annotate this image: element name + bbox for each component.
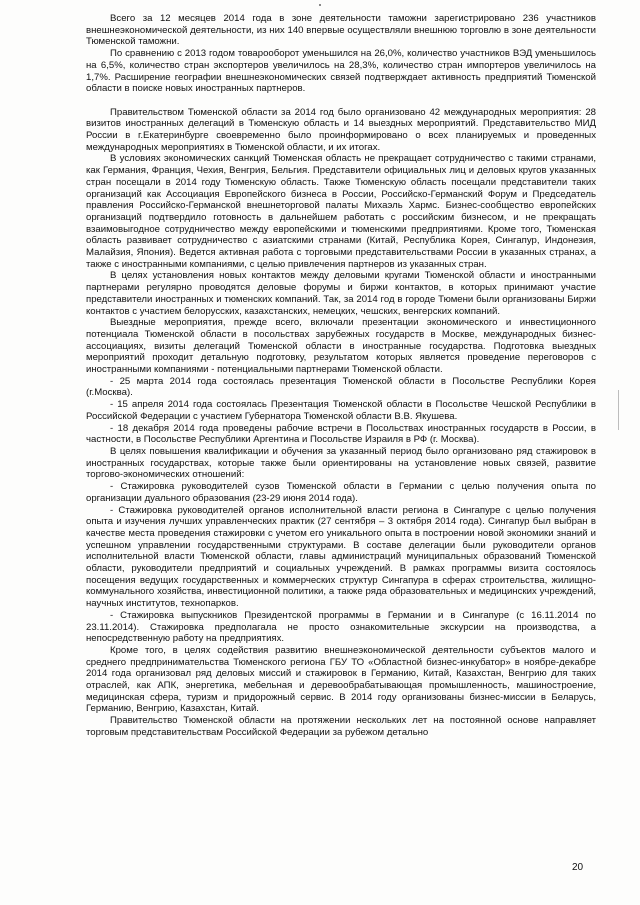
paragraph: Кроме того, в целях содействия развитию внешнеэкономической деятельности субъектов малого и среднего предпринимательства Тюменского региона ГБУ ТО «Областной бизнес-инкубатор» в ноябре-декабре 2014 года организовал ряд деловых миссий и стажировок в Германию, Китай, Казахстан, Венгрию для таких отраслей, как АПК, энергетика, мебельная и деревообрабатывающая промышленность, машиностроение, медицинская сфера, туризм и придорожный сервис. В 2014 году организованы бизнес-миссии в Беларусь, Германию, Венгрию, Казахстан, Китай. xyxy=(86,644,596,715)
scan-speck xyxy=(618,390,619,430)
page-number: 20 xyxy=(572,862,584,873)
list-item: - 25 марта 2014 года состоялась презентация Тюменской области в Посольстве Республики Корея (г.Москва). xyxy=(86,375,596,399)
scan-speck xyxy=(319,4,321,6)
paragraph: Правительством Тюменской области за 2014 год было организовано 42 международных мероприятия: 28 визитов иностранных делегаций в Тюменскую область и 14 выездных мероприятий. Представительство МИД России в г.Екатеринбурге своевременно было проинформировано о всех планируемых и проведенных международных мероприятиях в Тюменской области, и их итогах. xyxy=(86,106,596,153)
paragraph: Всего за 12 месяцев 2014 года в зоне деятельности таможни зарегистрировано 236 участников внешнеэкономической деятельности, из них 140 впервые осуществляли внешнюю торговлю в зоне деятельности Тюменской таможни. xyxy=(86,13,596,48)
paragraph: По сравнению с 2013 годом товарооборот уменьшился на 26,0%, количество участников ВЭД уменьшилось на 6,5%, количество стран экспортеров увеличилось на 28,3%, количество стран импортеров увеличилось на 1,7%. Расширение географии внешнеэкономических связей подтверждает активность предприятий Тюменской области в поиске новых иностранных партнеров. xyxy=(86,48,596,95)
paragraph: Правительство Тюменской области на протяжении нескольких лет на постоянной основе направляет торговым представительствам Российской Федерации за рубежом детально xyxy=(86,715,596,738)
document-body xyxy=(86,13,596,739)
list-item: - Стажировка руководителей сузов Тюменской области в Германии с целью получения опыта по организации дуального образования (23-29 июня 2014 года). xyxy=(86,481,596,504)
list-item: - Стажировка выпускников Президентской программы в Германии и в Сингапуре (с 16.11.2014 по 23.11.2014). Стажировка предполагала не просто ознакомительные экскурсии на производства, а непосредственную работу на предприятиях. xyxy=(86,609,596,645)
paragraph: В целях повышения квалификации и обучения за указанный период было организовано ряд стажировок в иностранных государствах, которые также были ориентированы на установление новых связей, развитие торгово-экономических отношений: xyxy=(86,446,596,481)
list-item: - 15 апреля 2014 года состоялась Презентация Тюменской области в Посольстве Чешской Республики в Российской Федерации с участием Губернатора Тюменской области В.В. Якушева. xyxy=(86,399,596,422)
list-item: - Стажировка руководителей органов исполнительной власти региона в Сингапуре с целью получения опыта и изучения лучших управленческих практик (27 сентября – 3 октября 2014 года). Сингапур был выбран в качестве места проведения стажировки с учетом его уникального опыта в построении новой экономики знаний и успешном управлении государственными структурами. В составе делегации были руководители органов исполнительной власти Тюменской области, главы администраций муниципальных образований Тюменской области, руководители предприятий и социальных учреждений. В рамках программы визита состоялось посещения ведущих государственных и коммерческих структур Сингапура в сферах строительства, жилищно-коммунального хозяйства, инвестиционной политики, а также ряда образовательных и медицинских учреждений, научных институтов, технопарков. xyxy=(86,504,596,610)
list-item: - 18 декабря 2014 года проведены рабочие встречи в Посольствах иностранных государств в России, в частности, в Посольстве Республики Аргентина и Посольстве Израиля в РФ (г. Москва). xyxy=(86,422,596,446)
paragraph: В целях установления новых контактов между деловыми кругами Тюменской области и иностранными партнерами регулярно проводятся деловые форумы и биржи контактов, в которых принимают участие представители иностранных и тюменских компаний. Так, за 2014 год в городе Тюмени были организованы Биржи контактов с участием белорусских, казахстанских, немецких, чешских, венгерских компаний. xyxy=(86,270,596,317)
paragraph: В условиях экономических санкций Тюменская область не прекращает сотрудничество с такими странами, как Германия, Франция, Чехия, Венгрия, Бельгия. Представители официальных лиц и деловых кругов указанных стран посещали в 2014 году Тюменскую область. Также Тюменскую область посещали представители таких организаций как Ассоциация Европейского бизнеса в России, Российско-Германский Форум и Председатель правления Российско-Германской внешнеторговой палаты Михаэль Хармс. Бизнес-сообщество европейских организаций подтвердило готовность в дальнейшем работать с российским бизнесом, и не прекращать взаимовыгодное сотрудничество между европейскими и тюменскими предприятиями. Кроме того, Тюменская область развивает сотрудничество с азиатскими странами (Китай, Республика Корея, Сингапур, Индонезия, Малайзия, Япония). Ведется активная работа с торговыми представительствами России в указанных странах, а также с иностранными компаниями, с целью привлечения партнеров из указанных стран. xyxy=(86,153,596,270)
paragraph: Выездные мероприятия, прежде всего, включали презентации экономического и инвестиционного потенциала Тюменской области в посольствах зарубежных государств в Москве, международных бизнес-ассоциациях, визиты делегаций Тюменской области в иностранные государства. Подготовка выездных мероприятий проходит детальную подготовку, результатом которых является проведение переговоров с иностранными компаниями - потенциальными партнерами Тюменской области. xyxy=(86,317,596,376)
